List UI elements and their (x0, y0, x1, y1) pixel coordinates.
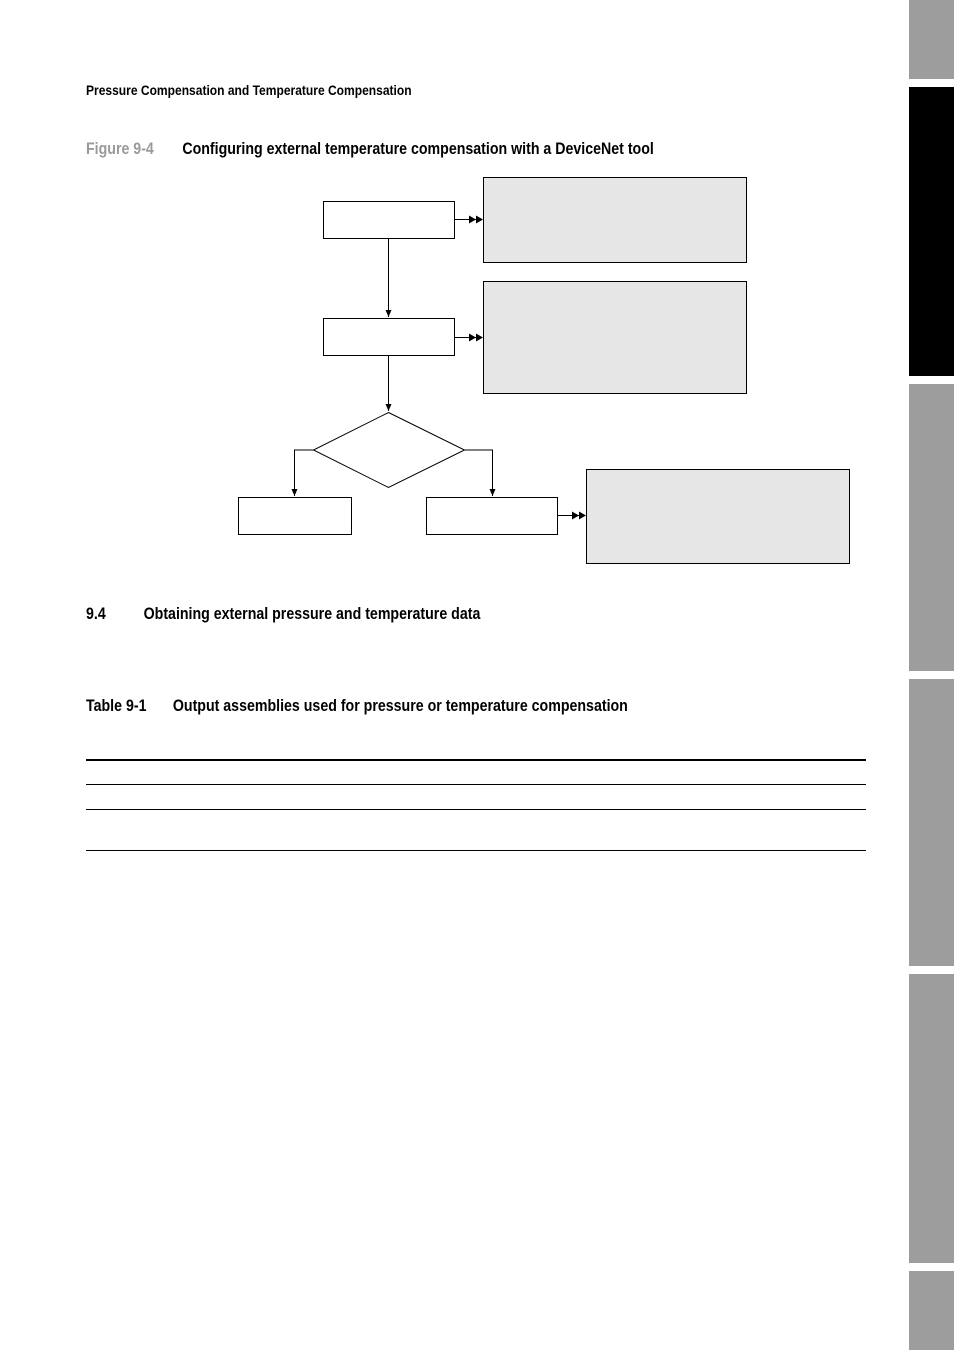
table-header-rule (86, 784, 866, 785)
table-number: Table 9-1 (86, 697, 147, 715)
flow-branch-left-box (239, 498, 352, 535)
chapter-tab-6[interactable] (909, 1271, 954, 1350)
flow-note-arrow-1 (455, 216, 483, 224)
flow-branch-left-line (295, 450, 314, 496)
flow-note-box-1 (484, 178, 747, 263)
chapter-tab-4[interactable] (909, 679, 954, 966)
table-row-rule (86, 809, 866, 810)
section-number: 9.4 (86, 605, 106, 623)
table-bottom-rule (86, 850, 866, 851)
flow-step-2-box (324, 319, 455, 356)
flow-note-arrow-2 (455, 334, 483, 342)
running-header: Pressure Compensation and Temperature Compensation (86, 82, 412, 98)
flow-step-1-box (324, 202, 455, 239)
figure-number: Figure 9-4 (86, 140, 154, 158)
section-title: Obtaining external pressure and temperature data (143, 605, 481, 623)
section-heading (86, 605, 480, 624)
figure-title: Configuring external temperature compensation with a DeviceNet tool (182, 140, 654, 158)
flow-decision-diamond (314, 413, 465, 488)
table-top-rule (86, 759, 866, 761)
chapter-tab-5[interactable] (909, 974, 954, 1263)
flow-note-box-3 (587, 470, 850, 564)
flow-branch-right-line (465, 450, 493, 496)
table-caption (86, 697, 628, 716)
table-title: Output assemblies used for pressure or temperature compensation (172, 697, 628, 715)
flowchart-diagram (0, 0, 954, 600)
flow-note-arrow-3 (558, 512, 586, 520)
flow-branch-right-box (427, 498, 558, 535)
flow-note-box-2 (484, 282, 747, 394)
